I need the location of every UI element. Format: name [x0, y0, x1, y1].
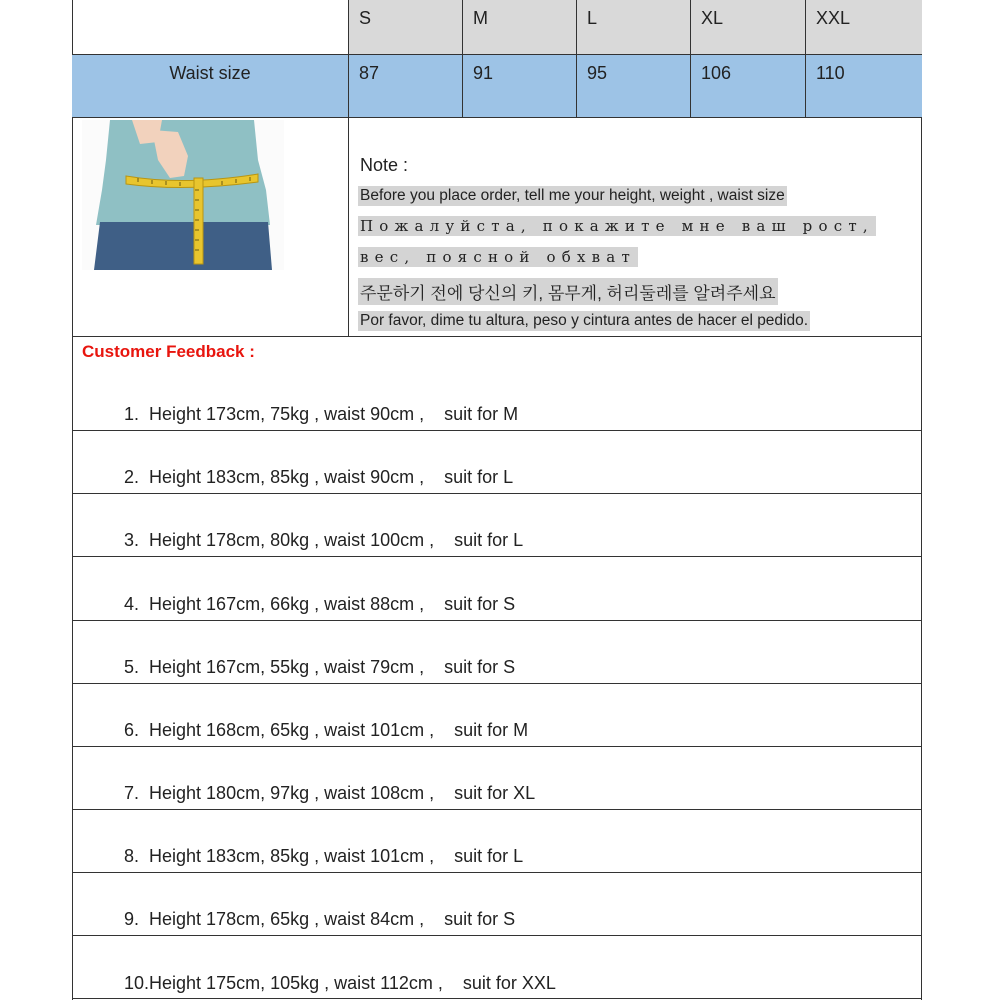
note-line-spanish: Por favor, dime tu altura, peso y cintura antes de hacer el pedido. — [360, 312, 809, 329]
row-divider — [72, 493, 922, 494]
row-divider — [72, 746, 922, 747]
row-divider — [72, 556, 922, 557]
row-divider — [72, 809, 922, 810]
waist-value-xl: 106 — [691, 55, 806, 117]
feedback-item: 8. Height 183cm, 85kg , waist 101cm , suit for L — [124, 846, 524, 866]
feedback-item: 4. Height 167cm, 66kg , waist 88cm , suit for S — [124, 594, 516, 614]
size-header-xl: XL — [691, 0, 806, 54]
feedback-item: 7. Height 180cm, 97kg , waist 108cm , suit for XL — [124, 783, 536, 803]
note-line-korean: 주문하기 전에 당신의 키, 몸무게, 허리둘레를 알려주세요 — [358, 278, 778, 305]
size-header-s: S — [349, 0, 463, 54]
row-divider — [72, 683, 922, 684]
feedback-item: 5. Height 167cm, 55kg , waist 79cm , suit for S — [124, 657, 516, 677]
feedback-item: 9. Height 178cm, 65kg , waist 84cm , suit for S — [124, 909, 516, 929]
waist-value-m: 91 — [463, 55, 577, 117]
note-title: Note : — [360, 155, 409, 175]
row-divider — [72, 872, 922, 873]
row-divider — [72, 336, 922, 337]
customer-feedback-title: Customer Feedback : — [82, 342, 255, 361]
size-header-m: M — [463, 0, 577, 54]
feedback-item: 2. Height 183cm, 85kg , waist 90cm , suit for L — [124, 467, 514, 487]
feedback-item: 3. Height 178cm, 80kg , waist 100cm , suit for L — [124, 530, 524, 550]
waist-value-xxl: 110 — [806, 55, 922, 117]
feedback-item: 6. Height 168cm, 65kg , waist 101cm , suit for M — [124, 720, 529, 740]
row-divider — [72, 998, 922, 999]
note-line-english: Before you place order, tell me your height, weight , waist size — [360, 187, 785, 204]
row-divider — [72, 620, 922, 621]
feedback-item: 10.Height 175cm, 105kg , waist 112cm , suit for XXL — [124, 973, 556, 993]
waist-value-s: 87 — [349, 55, 463, 117]
size-header-l: L — [577, 0, 691, 54]
waist-value-l: 95 — [577, 55, 691, 117]
waist-size-label: Waist size — [72, 55, 349, 117]
feedback-item: 1. Height 173cm, 75kg , waist 90cm , suit for M — [124, 404, 519, 424]
size-header-xxl: XXL — [806, 0, 922, 54]
header-label-cell — [72, 0, 349, 54]
note-line-russian-1: Пожалуйста, покажите мне ваш рост, — [360, 217, 874, 235]
waist-measuring-tape-icon — [82, 120, 284, 270]
row-divider — [72, 430, 922, 431]
note-line-russian-2: вес, поясной обхват — [360, 248, 636, 266]
row-divider — [72, 935, 922, 936]
